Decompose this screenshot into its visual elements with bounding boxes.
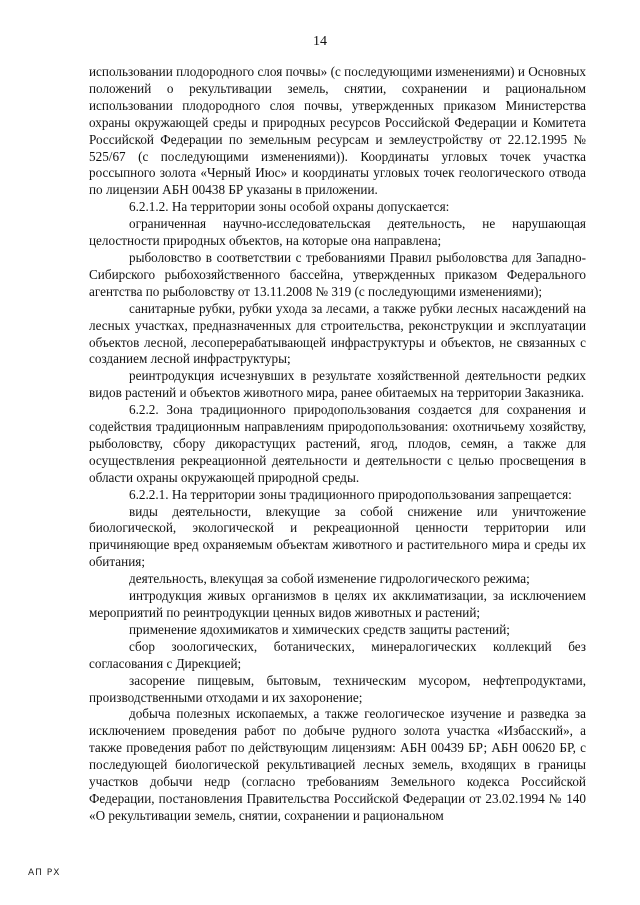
paragraph: использовании плодородного слоя почвы» (с последующими изменениями) и Основных положений о рекультивации земель, снятии, сохранении и рациональном использовании плодородного слоя почвы, утвержденных приказом Министерства охраны окружающей среды и природных ресурсов Российской Федерации и Комитета Российской Федерации по земельным ресурсам и землеустройству от 22.12.1995 № 525/67 (с последующими изменениями)). Координаты угловых точек участка россыпного золота «Черный Июс» и координаты угловых точек геологического отвода по лицензии АБН 00438 БР указаны в приложении. <box>89 64 586 198</box>
paragraph: 6.2.2.1. На территории зоны традиционного природопользования запрещается: <box>129 486 572 502</box>
paragraph: санитарные рубки, рубки ухода за лесами, а также рубки лесных насаждений на лесных участках, предназначенных для строительства, реконструкции и эксплуатации объектов лесной, лесоперерабатывающей инфраструктуры и объектов, не связанных с созданием лесной инфраструктуры; <box>89 300 586 367</box>
paragraph: 6.2.1.2. На территории зоны особой охраны допускается: <box>129 199 450 215</box>
paragraph: 6.2.2. Зона традиционного природопользования создается для сохранения и содействия традиционным направлениям природопользования: охотничьему хозяйству, рыболовству, сбору дикорастущих растений, ягод, плодов, семян, а также для осуществления рекреационной деятельности и деятельности с целью просвещения в области охраны окружающей природной среды. <box>89 402 586 485</box>
paragraph: виды деятельности, влекущие за собой снижение или уничтожение биологической, экологической и рекреационной ценности территории или причиняющие вред охраняемым объектам животного и растительного мира и среды их обитания; <box>89 503 586 570</box>
page-number: 14 <box>313 34 327 49</box>
paragraph: интродукция живых организмов в целях их акклиматизации, за исключением мероприятий по реинтродукции ценных видов животных и растений; <box>89 588 586 620</box>
paragraph: сбор зоологических, ботанических, минералогических коллекций без согласования с Дирекцией; <box>89 638 586 671</box>
paragraph: добыча полезных ископаемых, а также геологическое изучение и разведка за исключением проведения работ по добыче рудного золота участка «Избасский», а также проведения работ по действующим лицензиям: АБН 00439 БР; АБН 00620 БР, с последующей биологической рекультивацией лесных земель, входящих в границы участков добычи недр (согласно требованиям Земельного кодекса Российской Федерации, постановления Правительства Российской Федерации от 23.02.1994 № 140 «О рекультивации земель, снятии, сохранении и рациональном <box>89 706 586 823</box>
paragraph: рыболовство в соответствии с требованиями Правил рыболовства для Западно-Сибирского рыбохозяйственного бассейна, утвержденных приказом Федерального агентства по рыболовству от 13.11.2008 № 319 (с последующими изменениями); <box>89 249 586 299</box>
footer-stamp: АП РХ <box>28 868 61 878</box>
paragraph: реинтродукция исчезнувших в результате хозяйственной деятельности редких видов растений и объектов животного мира, ранее обитаемых на территории Заказника. <box>89 368 586 401</box>
paragraph: засорение пищевым, бытовым, техническим мусором, нефтепродуктами, производственными отходами и их захоронение; <box>89 672 586 705</box>
document-body <box>89 64 586 825</box>
paragraph: ограниченная научно-исследовательская деятельность, не нарушающая целостности природных объектов, на которые она направлена; <box>89 216 586 249</box>
paragraph: применение ядохимикатов и химических средств защиты растений; <box>129 621 510 637</box>
paragraph: деятельность, влекущая за собой изменение гидрологического режима; <box>129 571 530 587</box>
